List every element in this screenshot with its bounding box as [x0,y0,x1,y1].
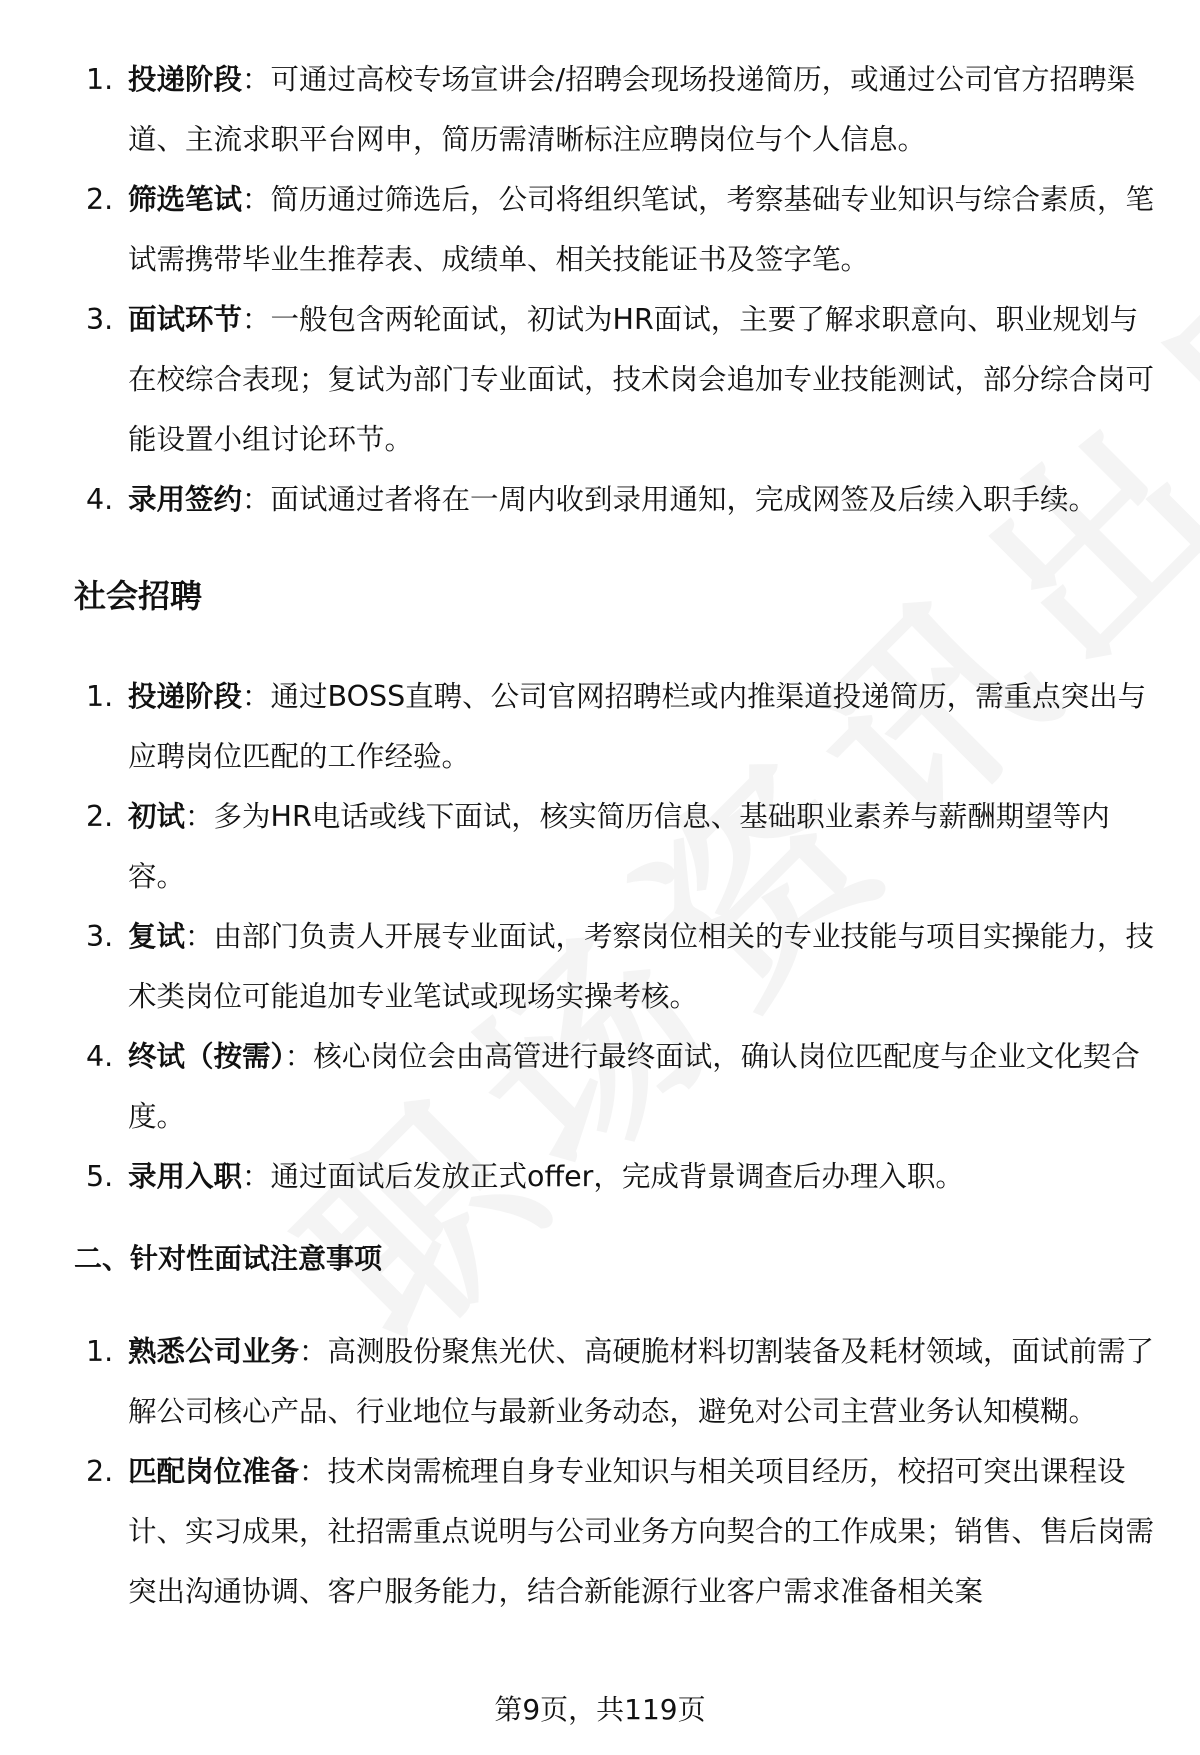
list-item [0,667,1200,787]
item-text: ：核心岗位会由高管进行最终面试，确认岗位匹配度与企业文化契合度。 [128,1040,1140,1133]
page-number-footer: 第9页，共119页 [494,1693,706,1726]
list-number: 1. [86,63,114,96]
list-number: 3. [86,303,114,336]
item-text: ：面试通过者将在一周内收到录用通知，完成网签及后续入职手续。 [242,483,1098,516]
item-term: 初试 [128,800,186,833]
item-term: 录用入职 [128,1160,243,1193]
interview-tips-list [0,1322,1200,1622]
item-text: ：通过BOSS直聘、公司官网招聘栏或内推渠道投递简历，需重点突出与应聘岗位匹配的工作经验。 [128,680,1147,773]
item-term: 筛选笔试 [128,183,243,216]
item-text: ：技术岗需梳理自身专业知识与相关项目经历，校招可突出课程设计、实习成果，社招需重点说明与公司业务方向契合的工作成果；销售、售后岗需突出沟通协调、客户服务能力，结合新能源行业客户需求准备相关案 [128,1455,1155,1608]
campus-recruitment-steps [0,50,1200,530]
item-text: ：高测股份聚焦光伏、高硬脆材料切割装备及耗材领域，面试前需了解公司核心产品、行业地位与最新业务动态，避免对公司主营业务认知模糊。 [128,1335,1155,1428]
item-text: ：简历通过筛选后，公司将组织笔试，考察基础专业知识与综合素质，笔试需携带毕业生推荐表、成绩单、相关技能证书及签字笔。 [128,183,1155,276]
list-item [0,907,1200,1027]
item-term: 投递阶段 [128,63,243,96]
list-number: 3. [86,920,114,953]
list-number: 2. [86,800,114,833]
list-number: 2. [86,183,114,216]
list-item [0,50,1200,170]
item-term: 面试环节 [128,303,243,336]
list-number: 4. [86,483,114,516]
item-term: 复试 [128,920,186,953]
item-text: ：多为HR电话或线下面试，核实简历信息、基础职业素养与薪酬期望等内容。 [128,800,1110,893]
list-number: 1. [86,1335,114,1368]
list-item [0,1442,1200,1622]
list-item [0,290,1200,470]
list-item [0,170,1200,290]
section-heading-interview-tips: 二、针对性面试注意事项 [74,1242,383,1275]
list-item [0,1147,1200,1207]
item-term: 熟悉公司业务 [128,1335,300,1368]
item-text: ：可通过高校专场宣讲会/招聘会现场投递简历，或通过公司官方招聘渠道、主流求职平台网申，简历需清晰标注应聘岗位与个人信息。 [128,63,1136,156]
item-text: ：由部门负责人开展专业面试，考察岗位相关的专业技能与项目实操能力，技术类岗位可能追加专业笔试或现场实操考核。 [128,920,1155,1013]
item-term: 匹配岗位准备 [128,1455,300,1488]
section-heading-social: 社会招聘 [74,577,203,615]
item-text: ：通过面试后发放正式offer，完成背景调查后办理入职。 [242,1160,964,1193]
list-item [0,787,1200,907]
list-number: 5. [86,1160,114,1193]
list-number: 2. [86,1455,114,1488]
list-number: 1. [86,680,114,713]
item-term: 录用签约 [128,483,243,516]
item-text: ：一般包含两轮面试，初试为HR面试，主要了解求职意向、职业规划与在校综合表现；复试为部门专业面试，技术岗会追加专业技能测试，部分综合岗可能设置小组讨论环节。 [128,303,1155,456]
item-term: 终试（按需） [128,1040,285,1073]
list-item [0,1322,1200,1442]
social-recruitment-steps [0,667,1200,1207]
list-item [0,470,1200,530]
list-number: 4. [86,1040,114,1073]
list-item [0,1027,1200,1147]
item-term: 投递阶段 [128,680,243,713]
